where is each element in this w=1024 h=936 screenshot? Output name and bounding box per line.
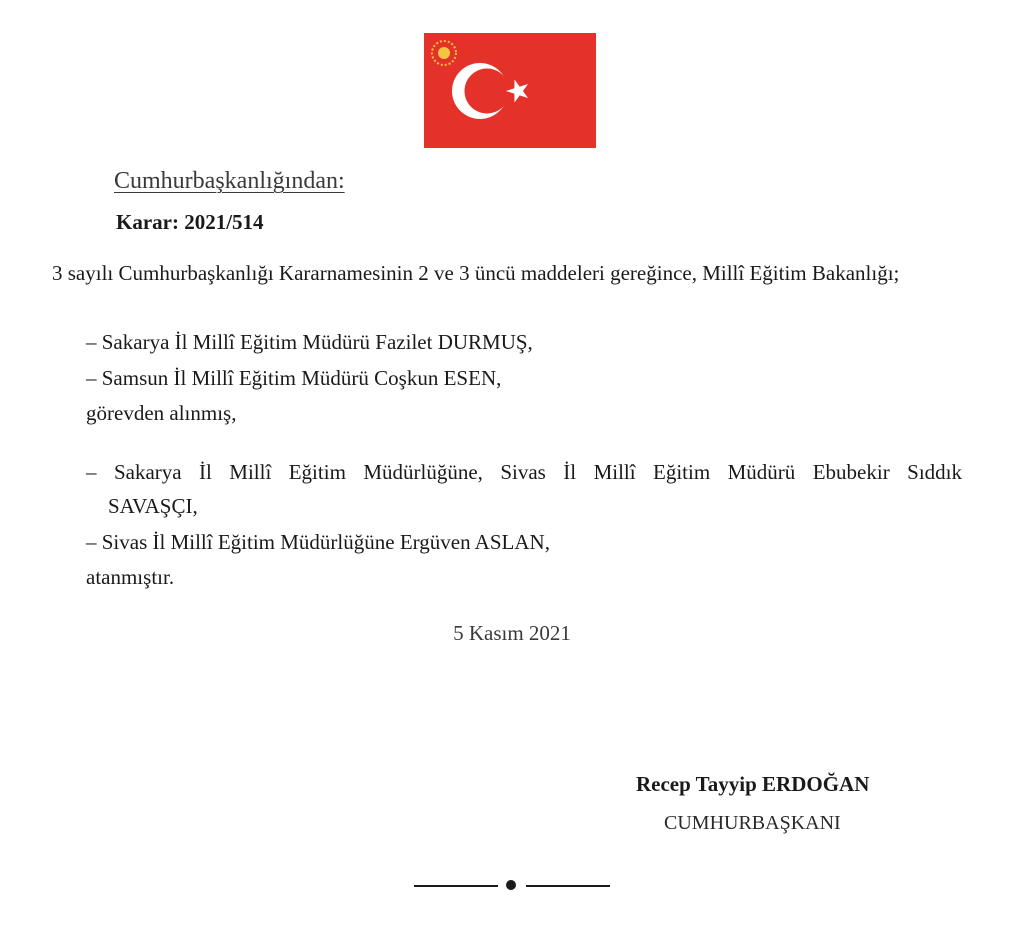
intro-paragraph: 3 sayılı Cumhurbaşkanlığı Kararnamesinin 2 ve 3 üncü maddeleri gereğince, Millî Eğitim Bakanlığı; [52,261,900,285]
removed-item: – Samsun İl Millî Eğitim Müdürü Coşkun ESEN, [86,366,502,390]
turkish-flag [424,33,596,148]
signer-name: Recep Tayyip ERDOĞAN [636,772,870,796]
decree-date: 5 Kasım 2021 [453,621,571,645]
signer-title: CUMHURBAŞKANI [664,812,841,834]
appointed-item-continuation: SAVAŞÇI, [108,494,198,518]
divider-dot-icon [410,875,610,895]
decision-number: Karar: 2021/514 [116,210,264,234]
crescent-star-icon [424,33,596,148]
appointed-item: – Sivas İl Millî Eğitim Müdürlüğüne Ergüven ASLAN, [86,530,550,554]
removed-suffix: görevden alınmış, [86,401,237,425]
removed-item: – Sakarya İl Millî Eğitim Müdürü Fazilet DURMUŞ, [86,330,533,354]
appointed-item: – Sakarya İl Millî Eğitim Müdürlüğüne, Sivas İl Millî Eğitim Müdürü Ebubekir Sıddık [86,460,962,484]
institution-heading: Cumhurbaşkanlığından: [114,168,345,194]
appointed-suffix: atanmıştır. [86,565,175,589]
presidential-seal-icon [432,41,456,65]
